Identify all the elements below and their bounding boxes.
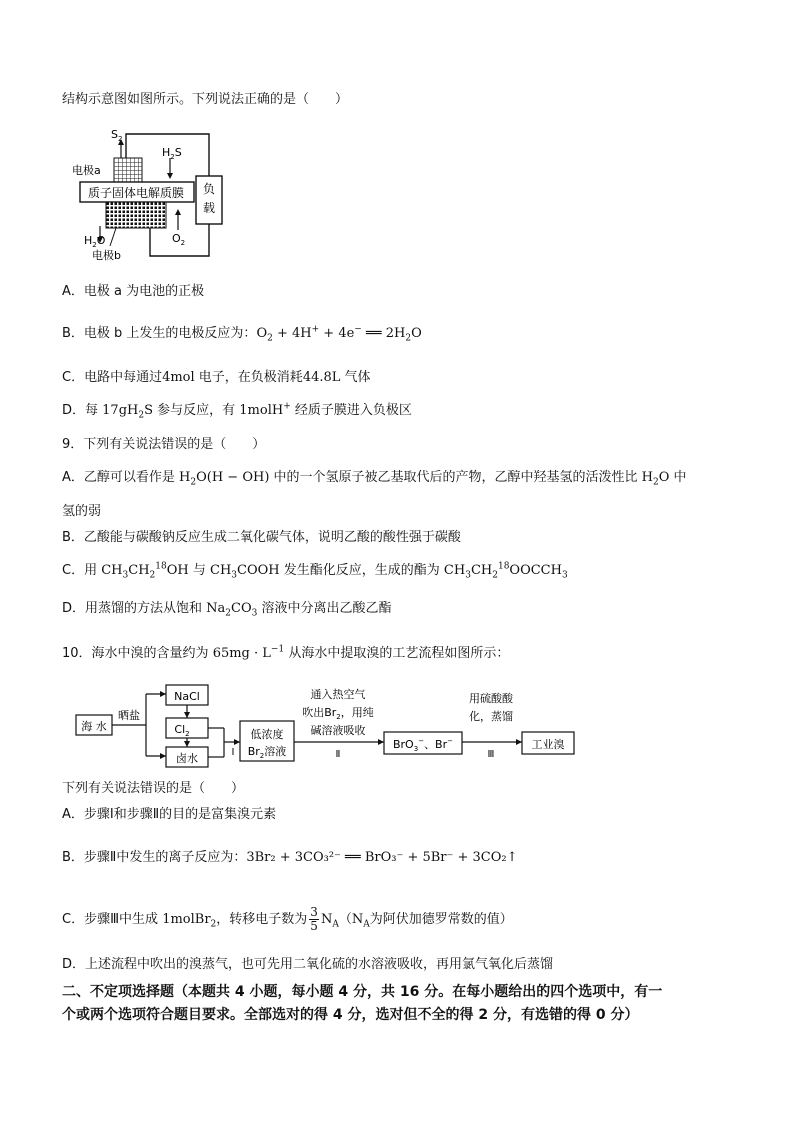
q10-question: 下列有关说法错误的是（ ） (62, 781, 245, 796)
section-2-heading-2: 个或两个选项符合题目要求。全部选对的得 4 分，选对但不全的得 2 分，有选错的得 0 分） (62, 1007, 639, 1023)
brine-label: 卤水 (176, 752, 198, 765)
q10-option-d: D．上述流程中吹出的溴蒸气，也可先用二氧化硫的水溶液吸收，再用氯气氧化后蒸馏 (62, 957, 554, 972)
q9-option-b: B．乙酸能与碳酸钠反应生成二氧化碳气体，说明乙酸的酸性强于碳酸 (62, 530, 461, 545)
step-3-label: Ⅲ (487, 749, 495, 760)
q9-option-c: C．用 $CH_3CH_2^{18}OH$ 与 $CH_3COOH$ 发生酯化反应，生成的酯为 $CH_3CH_2^{18}OOCCH_3$ (62, 561, 568, 581)
water-label: $H_2O$ (84, 234, 106, 249)
fraction: $\frac{3}{5}$ (310, 905, 318, 933)
low-conc-label-1: 低浓度 (250, 728, 284, 741)
step-2-label: Ⅱ (335, 749, 341, 760)
q9-option-a-cont: 氢的弱 (62, 504, 102, 519)
o2-label: $O_2$ (172, 232, 186, 247)
h2s-label: $H_2S$ (162, 146, 182, 161)
air-label-2: 吹出$Br_2$，用纯 (302, 706, 374, 721)
q10-stem: 10．海水中溴的含量约为 $65mg \cdot L^{-1}$ 从海水中提取溴的工艺流程如图所示： (62, 644, 510, 661)
load-label-2: 载 (202, 201, 216, 215)
air-label-1: 通入热空气 (310, 688, 366, 701)
q8-option-d: D．每 $17gH_2S$ 参与反应，有 1molH+ 经质子膜进入负极区 (62, 401, 412, 421)
electrode-b (106, 202, 166, 228)
q8-option-b: B．电极 b 上发生的电极反应为：$O_2 + 4H^+ + 4e^-$ ══ $2H_2O$ (62, 324, 422, 344)
membrane-label: 质子固体电解质膜 (87, 186, 185, 200)
acid-label-2: 化，蒸馏 (469, 710, 513, 723)
low-conc-label-2: $Br_2$溶液 (247, 745, 287, 760)
step-1-label: Ⅰ (231, 747, 235, 758)
q10-option-b: B．步骤Ⅱ中发生的离子反应为：3Br₂ + 3CO₃²⁻ ══ BrO₃⁻ + 5Br⁻ + 3CO₂↑ (62, 850, 518, 865)
electrode-a-label: 电极a (72, 164, 101, 177)
acid-label-1: 用硫酸酸 (469, 692, 513, 705)
q10-option-c: C．步骤Ⅲ中生成 1molBr$_2$，转移电子数为 $\frac{3}{5}$ $N_A(N_A$为阿伏加德罗常数的值） (62, 905, 513, 933)
nacl-label: NaCl (174, 690, 200, 703)
air-label-3: 碱溶液吸收 (310, 724, 366, 737)
q9-option-d: D．用蒸馏的方法从饱和 $Na_2CO_3$ 溶液中分离出乙酸乙酯 (62, 601, 392, 619)
ions-label: BrO$_3$−、Br− (392, 737, 454, 753)
fuel-cell-diagram (66, 126, 226, 264)
q8-option-c: C．电路中每通过4mol 电子，在负极消耗44.8L 气体 (62, 370, 371, 385)
section-2-heading-1: 二、不定项选择题（本题共 4 小题，每小题 4 分，共 16 分。在每小题给出的四个选项中，有一 (62, 984, 663, 1000)
q9-option-a: A．乙醇可以看作是 $H_2O(H - OH)$ 中的一个氢原子被乙基取代后的产物，乙醇中羟基氢的活泼性比 $H_2O$ 中 (62, 470, 687, 488)
electrode-b-label: 电极b (92, 249, 121, 262)
s2-label: $S_2$ (111, 128, 123, 143)
question-intro: 结构示意图如图所示。下列说法正确的是（ ） (62, 92, 349, 107)
load-label-1: 负 (202, 182, 216, 196)
q9-stem: 9．下列有关说法错误的是（ ） (62, 437, 266, 452)
electrode-a (114, 158, 142, 182)
q10-option-a: A．步骤Ⅰ和步骤Ⅱ的目的是富集溴元素 (62, 807, 277, 822)
cl2-label: $Cl_2$ (174, 723, 190, 738)
seawater-label: 海 水 (81, 720, 107, 733)
q8-option-a: A．电极 a 为电池的正极 (62, 284, 205, 299)
salt-label: 晒盐 (118, 709, 140, 722)
bromine-flow-diagram (74, 680, 584, 772)
product-label: 工业溴 (531, 738, 565, 751)
